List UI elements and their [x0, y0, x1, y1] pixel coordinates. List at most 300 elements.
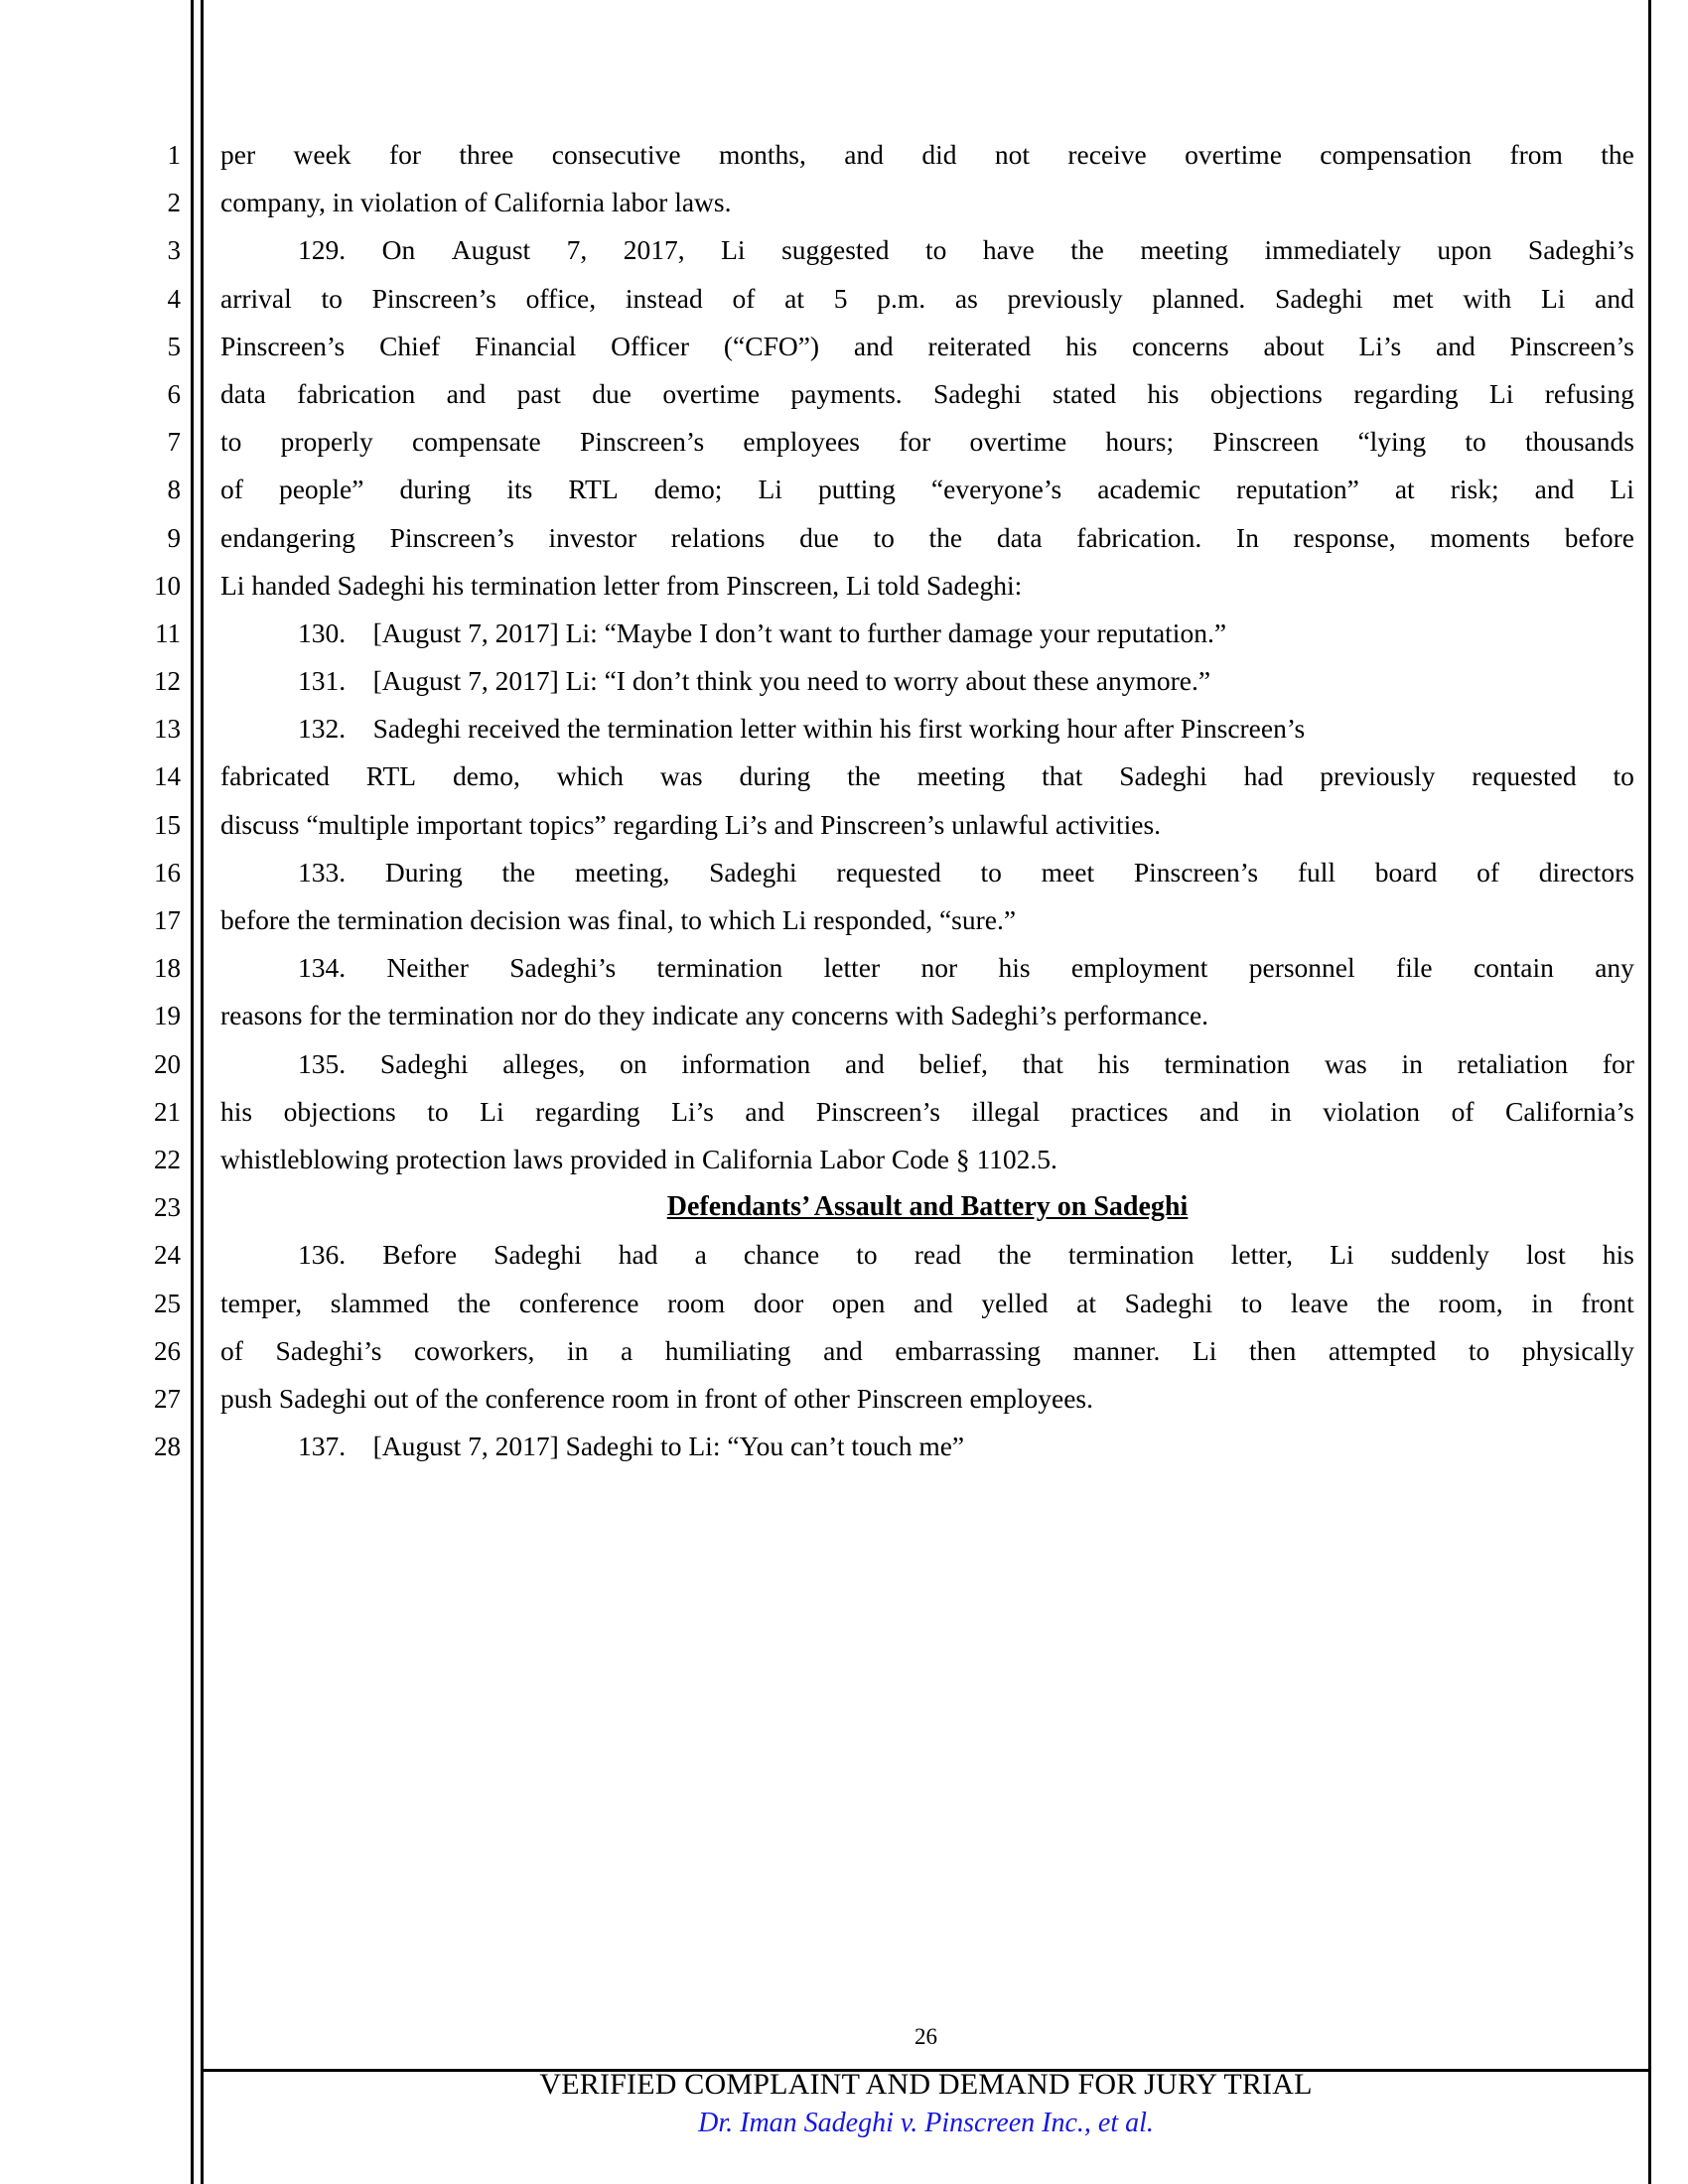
word: to: [873, 521, 895, 553]
line-text: [220, 275, 1634, 323]
pleading-line: [0, 752, 1688, 800]
word: his: [220, 1095, 253, 1127]
pleading-line: [0, 992, 1688, 1039]
word: Pinscreen’s: [371, 282, 496, 314]
line-number: 20: [154, 1048, 181, 1079]
line-number: 3: [167, 235, 181, 266]
word: data: [996, 521, 1043, 553]
word: Pinscreen: [1212, 426, 1320, 458]
word: was: [659, 760, 703, 792]
word: suddenly: [1390, 1239, 1489, 1271]
word: overtime: [1185, 139, 1282, 170]
line-text: [220, 418, 1634, 466]
word: open: [831, 1287, 886, 1318]
pleading-line: [0, 226, 1688, 274]
word: objections: [283, 1095, 396, 1127]
word: data: [220, 377, 266, 409]
word: arrival: [220, 282, 292, 314]
word: temper,: [220, 1287, 303, 1318]
word: alleges,: [502, 1047, 586, 1079]
word: lost: [1525, 1239, 1566, 1271]
word: RTL: [568, 474, 619, 505]
word: any: [1595, 952, 1634, 984]
word: the: [1376, 1287, 1411, 1318]
word: RTL: [365, 760, 417, 792]
line-text: [220, 1280, 1634, 1327]
word: its: [506, 474, 533, 505]
line-text: discuss “multiple important topics” regarding Li’s and Pinscreen’s unlawful activities.: [220, 808, 1162, 840]
pleading-line: [0, 1231, 1688, 1279]
line-number: 28: [154, 1432, 181, 1462]
word: Pinscreen’s: [1509, 330, 1634, 361]
word: California’s: [1505, 1095, 1634, 1127]
word: 2017,: [623, 234, 685, 266]
line-number: 10: [154, 570, 181, 601]
word: Sadeghi: [1119, 760, 1207, 792]
section-heading: Defendants’ Assault and Battery on Sadeghi: [666, 1191, 1189, 1223]
word: from: [1509, 139, 1563, 170]
line-number: 23: [154, 1192, 181, 1223]
word: 136.: [298, 1239, 347, 1271]
word: Pinscreen’s: [815, 1095, 940, 1127]
line-number: 21: [154, 1096, 181, 1127]
pleading-line: [0, 514, 1688, 562]
word: about: [1263, 330, 1325, 361]
word: Sadeghi: [379, 1047, 469, 1079]
word: Li: [1610, 474, 1634, 505]
word: past: [516, 377, 561, 409]
word: Financial: [475, 330, 577, 361]
word: consecutive: [551, 139, 681, 170]
word: did: [921, 139, 957, 170]
pleading-line: [0, 705, 1688, 752]
pleading-line: [0, 849, 1688, 896]
word: have: [982, 234, 1035, 266]
pleading-line: [0, 1040, 1688, 1088]
word: his: [1602, 1239, 1634, 1271]
line-text: [220, 514, 1634, 562]
word: Pinscreen’s: [1133, 856, 1259, 887]
word: due: [799, 521, 839, 553]
word: which: [556, 760, 624, 792]
word: for: [1602, 1047, 1634, 1079]
word: office,: [525, 282, 597, 314]
line-number: 8: [167, 475, 181, 505]
word: in: [1270, 1095, 1292, 1127]
word: 135.: [298, 1047, 347, 1079]
word: to: [1613, 760, 1634, 792]
line-number: 15: [154, 809, 181, 840]
word: at: [1076, 1287, 1096, 1318]
word: Officer: [611, 330, 690, 361]
word: and: [745, 1095, 785, 1127]
word: “lying: [1357, 426, 1427, 458]
line-text: [220, 370, 1634, 418]
word: to: [321, 282, 343, 314]
line-text: company, in violation of California labor laws.: [220, 187, 732, 218]
word: and: [853, 330, 894, 361]
pleading-line: [0, 610, 1688, 657]
pleading-line: [0, 131, 1688, 179]
line-number: 13: [154, 714, 181, 745]
word: conference: [518, 1287, 639, 1318]
word: 133.: [298, 856, 347, 887]
line-number: 25: [154, 1288, 181, 1318]
word: week: [293, 139, 352, 170]
word: read: [914, 1239, 962, 1271]
page-footer: [204, 2023, 1648, 2142]
pleading-line: [0, 1423, 1688, 1470]
word: to: [925, 234, 947, 266]
word: the: [998, 1239, 1032, 1271]
line-number: 22: [154, 1144, 181, 1174]
word: a: [694, 1239, 707, 1271]
word: that: [1022, 1047, 1063, 1079]
word: and: [446, 377, 487, 409]
pleading-line: [0, 323, 1688, 370]
pleading-line: [0, 370, 1688, 418]
pleading-line: [0, 1183, 1688, 1231]
word: requested: [836, 856, 941, 887]
line-text: [220, 226, 1634, 274]
word: that: [1042, 760, 1083, 792]
line-text: [220, 1231, 1634, 1279]
word: suggested: [781, 234, 890, 266]
word: in: [566, 1334, 589, 1366]
word: meeting,: [574, 856, 670, 887]
word: chance: [743, 1239, 820, 1271]
word: to: [1240, 1287, 1263, 1318]
word: hours;: [1105, 426, 1175, 458]
word: slammed: [330, 1287, 430, 1318]
word: risk;: [1450, 474, 1499, 505]
line-text: [220, 323, 1634, 370]
word: employment: [1070, 952, 1208, 984]
word: before: [1564, 521, 1634, 553]
word: reiterated: [927, 330, 1032, 361]
word: due: [592, 377, 632, 409]
line-number: 17: [154, 905, 181, 935]
word: overtime: [662, 377, 761, 409]
line-number: 9: [167, 522, 181, 553]
line-text: [220, 752, 1634, 800]
line-number: 24: [154, 1240, 181, 1271]
word: During: [384, 856, 463, 887]
word: nor: [920, 952, 958, 984]
line-text: 131. [August 7, 2017] Li: “I don’t think you need to worry about these anymore.”: [298, 665, 1211, 697]
word: demo;: [653, 474, 723, 505]
word: investor: [548, 521, 637, 553]
word: Li’s: [1358, 330, 1402, 361]
line-number: 12: [154, 666, 181, 697]
line-text: push Sadeghi out of the conference room in front of other Pinscreen employees.: [220, 1382, 1093, 1414]
word: practices: [1070, 1095, 1169, 1127]
word: room,: [1438, 1287, 1503, 1318]
line-number: 14: [154, 761, 181, 792]
pleading-line: [0, 179, 1688, 226]
line-text: Li handed Sadeghi his termination letter from Pinscreen, Li told Sadeghi:: [220, 569, 1023, 601]
word: fabricated: [220, 760, 330, 792]
word: and: [913, 1287, 953, 1318]
word: was: [1324, 1047, 1367, 1079]
word: receive: [1067, 139, 1147, 170]
line-text: [220, 466, 1634, 513]
word: regarding: [1353, 377, 1459, 409]
word: 7,: [566, 234, 588, 266]
line-text: 137. [August 7, 2017] Sadeghi to Li: “You can’t touch me”: [298, 1431, 965, 1462]
word: the: [1070, 234, 1104, 266]
line-text: 132. Sadeghi received the termination letter within his first working hour after Pinscreen’s: [298, 713, 1306, 745]
word: meet: [1041, 856, 1095, 887]
line-text: [220, 1040, 1634, 1088]
word: in: [1401, 1047, 1423, 1079]
word: overtime: [969, 426, 1067, 458]
word: to: [856, 1239, 878, 1271]
word: refusing: [1544, 377, 1634, 409]
word: room: [667, 1287, 726, 1318]
word: letter,: [1230, 1239, 1293, 1271]
word: letter: [823, 952, 881, 984]
pleading-line: [0, 418, 1688, 466]
pleading-line: [0, 801, 1688, 849]
word: previously: [1320, 760, 1436, 792]
word: his: [1097, 1047, 1130, 1079]
line-text: 130. [August 7, 2017] Li: “Maybe I don’t want to further damage your reputation.”: [298, 616, 1227, 648]
word: In: [1235, 521, 1259, 553]
word: and: [844, 139, 884, 170]
line-number: 16: [154, 857, 181, 887]
line-number: 18: [154, 953, 181, 984]
pleading-line: [0, 562, 1688, 610]
word: attempted: [1328, 1334, 1437, 1366]
word: Pinscreen’s: [389, 521, 514, 553]
word: stated: [1052, 377, 1117, 409]
word: 129.: [298, 234, 347, 266]
word: payments.: [790, 377, 903, 409]
word: Before: [382, 1239, 458, 1271]
line-text: reasons for the termination nor do they indicate any concerns with Sadeghi’s performance.: [220, 1000, 1209, 1031]
word: his: [998, 952, 1031, 984]
word: the: [501, 856, 536, 887]
word: Li’s: [671, 1095, 714, 1127]
word: and: [1534, 474, 1575, 505]
line-number: 7: [167, 427, 181, 458]
word: Li: [480, 1095, 504, 1127]
word: Sadeghi’s: [1527, 234, 1634, 266]
word: immediately: [1264, 234, 1401, 266]
word: previously: [1007, 282, 1123, 314]
word: for: [388, 139, 422, 170]
word: coworkers,: [414, 1334, 535, 1366]
line-number: 19: [154, 1001, 181, 1031]
word: meeting: [1140, 234, 1228, 266]
word: Pinscreen’s: [220, 330, 346, 361]
word: Li: [1192, 1334, 1217, 1366]
word: door: [753, 1287, 804, 1318]
word: Chief: [379, 330, 441, 361]
line-text: [220, 131, 1634, 179]
word: and: [1436, 330, 1476, 361]
word: concerns: [1131, 330, 1229, 361]
word: termination: [656, 952, 783, 984]
line-text: before the termination decision was final, to which Li responded, “sure.”: [220, 904, 1017, 935]
word: p.m.: [877, 282, 926, 314]
word: the: [457, 1287, 492, 1318]
word: Sadeghi: [709, 856, 797, 887]
word: the: [1601, 139, 1634, 170]
word: embarrassing: [895, 1334, 1041, 1366]
word: meeting: [916, 760, 1006, 792]
word: physically: [1521, 1334, 1634, 1366]
pleading-line: [0, 1375, 1688, 1423]
word: illegal: [971, 1095, 1041, 1127]
word: not: [994, 139, 1030, 170]
word: upon: [1437, 234, 1492, 266]
line-text: whistleblowing protection laws provided in California Labor Code § 1102.5.: [220, 1143, 1057, 1174]
word: months,: [718, 139, 806, 170]
word: for: [899, 426, 931, 458]
word: directors: [1538, 856, 1634, 887]
line-number: 6: [167, 378, 181, 409]
document-body: [0, 131, 1688, 1470]
word: On: [381, 234, 416, 266]
line-number: 26: [154, 1335, 181, 1366]
word: moments: [1430, 521, 1531, 553]
word: front: [1581, 1287, 1634, 1318]
word: putting: [817, 474, 896, 505]
line-text: [220, 1327, 1634, 1375]
word: belief,: [918, 1047, 988, 1079]
pleading-line: [0, 657, 1688, 705]
word: full: [1297, 856, 1336, 887]
pleading-line: [0, 944, 1688, 992]
word: planned.: [1152, 282, 1246, 314]
word: termination: [1164, 1047, 1291, 1079]
pleading-line: [0, 896, 1688, 944]
line-number: 4: [167, 283, 181, 314]
line-text: [220, 849, 1634, 896]
word: Sadeghi’s: [509, 952, 617, 984]
word: to: [427, 1095, 449, 1127]
page-number: 26: [914, 2024, 937, 2049]
line-text: [220, 1088, 1634, 1136]
footer-case-caption: Dr. Iman Sadeghi v. Pinscreen Inc., et al.: [698, 2108, 1154, 2138]
word: demo,: [452, 760, 520, 792]
word: during: [399, 474, 472, 505]
word: had: [1243, 760, 1284, 792]
word: 5: [833, 282, 848, 314]
word: the: [928, 521, 963, 553]
word: as: [954, 282, 978, 314]
word: Sadeghi’s: [275, 1334, 382, 1366]
word: leave: [1290, 1287, 1348, 1318]
line-number: 11: [155, 617, 181, 648]
word: of: [220, 1334, 243, 1366]
word: Li: [758, 474, 782, 505]
word: his: [1147, 377, 1180, 409]
word: Sadeghi: [493, 1239, 582, 1271]
word: Neither: [386, 952, 469, 984]
word: to: [220, 426, 242, 458]
word: fabrication: [297, 377, 416, 409]
pleading-line: [0, 1327, 1688, 1375]
word: fabrication.: [1076, 521, 1202, 553]
word: on: [620, 1047, 647, 1079]
word: people”: [278, 474, 364, 505]
word: of: [220, 474, 243, 505]
word: and: [1595, 282, 1634, 314]
word: personnel: [1248, 952, 1355, 984]
word: Pinscreen’s: [579, 426, 705, 458]
pleading-line: [0, 1088, 1688, 1136]
word: and: [844, 1047, 885, 1079]
line-text: [220, 944, 1634, 992]
word: reputation”: [1236, 474, 1359, 505]
word: board: [1374, 856, 1438, 887]
word: Li: [1488, 377, 1514, 409]
word: employees: [743, 426, 860, 458]
word: relations: [670, 521, 766, 553]
word: contain: [1473, 952, 1554, 984]
word: yelled: [981, 1287, 1049, 1318]
word: of: [1451, 1095, 1475, 1127]
word: and: [823, 1334, 863, 1366]
line-number: 27: [154, 1383, 181, 1414]
word: of: [1477, 856, 1500, 887]
word: then: [1248, 1334, 1297, 1366]
word: objections: [1209, 377, 1323, 409]
word: to: [980, 856, 1002, 887]
word: per: [220, 139, 256, 170]
word: and: [1199, 1095, 1239, 1127]
word: compensate: [411, 426, 541, 458]
pleading-line: [0, 1136, 1688, 1183]
word: instead: [625, 282, 703, 314]
line-number: 1: [167, 140, 181, 170]
word: in: [1531, 1287, 1553, 1318]
word: compensation: [1320, 139, 1473, 170]
word: file: [1395, 952, 1433, 984]
word: Li: [721, 234, 746, 266]
pleading-line: [0, 1280, 1688, 1327]
word: properly: [280, 426, 373, 458]
word: thousands: [1524, 426, 1634, 458]
word: Li: [1540, 282, 1566, 314]
pleading-line: [0, 275, 1688, 323]
word: Sadeghi: [1124, 1287, 1213, 1318]
word: retaliation: [1457, 1047, 1569, 1079]
word: had: [618, 1239, 658, 1271]
word: requested: [1472, 760, 1577, 792]
footer-title: VERIFIED COMPLAINT AND DEMAND FOR JURY TRIAL: [539, 2068, 1313, 2101]
word: humiliating: [664, 1334, 791, 1366]
word: violation: [1323, 1095, 1421, 1127]
word: to: [1465, 426, 1486, 458]
word: “everyone’s: [930, 474, 1062, 505]
word: met: [1392, 282, 1434, 314]
word: at: [1394, 474, 1415, 505]
word: of: [732, 282, 756, 314]
word: endangering: [220, 521, 355, 553]
word: to: [1468, 1334, 1490, 1366]
word: manner.: [1072, 1334, 1161, 1366]
word: with: [1463, 282, 1512, 314]
word: academic: [1097, 474, 1201, 505]
word: during: [739, 760, 811, 792]
word: the: [847, 760, 881, 792]
word: Sadeghi: [933, 377, 1022, 409]
line-number: 2: [167, 188, 181, 218]
